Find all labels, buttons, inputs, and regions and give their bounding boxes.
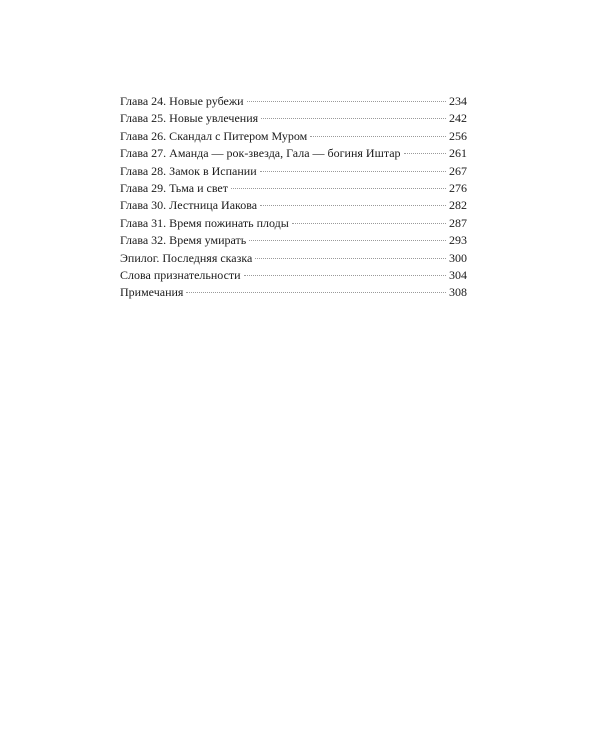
toc-entry — [120, 197, 467, 214]
dot-leader — [292, 223, 446, 224]
toc-entry-page: 308 — [449, 285, 467, 300]
toc-entry-page: 267 — [449, 163, 467, 178]
dot-leader — [261, 118, 446, 119]
toc-entry-title: Глава 26. Скандал с Питером Муром — [120, 128, 308, 143]
dot-leader — [244, 275, 446, 276]
toc-entry — [120, 93, 467, 110]
toc-entry-page: 261 — [449, 146, 467, 161]
toc-entry-page: 304 — [449, 267, 467, 282]
toc-entry-page: 300 — [449, 250, 467, 265]
toc-entry-title: Слова признательности — [120, 267, 241, 282]
toc-entry-title: Глава 28. Замок в Испании — [120, 163, 257, 178]
toc-entry — [120, 250, 467, 267]
dot-leader — [247, 101, 446, 102]
toc-entry-title: Эпилог. Последняя сказка — [120, 250, 253, 265]
dot-leader — [231, 188, 446, 189]
toc-entry-title: Глава 25. Новые увлечения — [120, 111, 259, 126]
toc-entry-page: 287 — [449, 215, 467, 230]
toc-entry — [120, 180, 467, 197]
toc-entry-title: Глава 27. Аманда — рок-звезда, Гала — богиня Иштар — [120, 146, 401, 161]
toc-entry-title: Глава 29. Тьма и свет — [120, 180, 228, 195]
toc-entry-page: 293 — [449, 233, 467, 248]
toc-entry-page: 242 — [449, 111, 467, 126]
dot-leader — [249, 240, 446, 241]
toc-entry-page: 276 — [449, 180, 467, 195]
dot-leader — [255, 258, 446, 259]
toc-entry — [120, 267, 467, 284]
toc-entry-title: Глава 24. Новые рубежи — [120, 94, 244, 108]
toc-entry-page: 282 — [449, 198, 467, 213]
toc-entry — [120, 163, 467, 180]
toc-entry-page: 256 — [449, 128, 467, 143]
toc-entry-title: Глава 31. Время пожинать плоды — [120, 215, 289, 230]
toc-entry — [120, 110, 467, 127]
dot-leader — [404, 153, 446, 154]
toc-entry-title: Глава 30. Лестница Иакова — [120, 198, 258, 213]
dot-leader — [260, 205, 446, 206]
toc-entry — [120, 145, 467, 162]
toc-entry-page: 234 — [449, 94, 467, 108]
toc-entry-title: Глава 32. Время умирать — [120, 233, 247, 248]
toc-entry — [120, 284, 467, 301]
toc-entry — [120, 215, 467, 232]
toc-entry-title: Примечания — [120, 285, 184, 300]
dot-leader — [186, 292, 446, 293]
toc-entry — [120, 232, 467, 249]
toc-entry — [120, 128, 467, 145]
dot-leader — [260, 171, 446, 172]
dot-leader — [310, 136, 446, 137]
table-of-contents — [120, 93, 467, 302]
